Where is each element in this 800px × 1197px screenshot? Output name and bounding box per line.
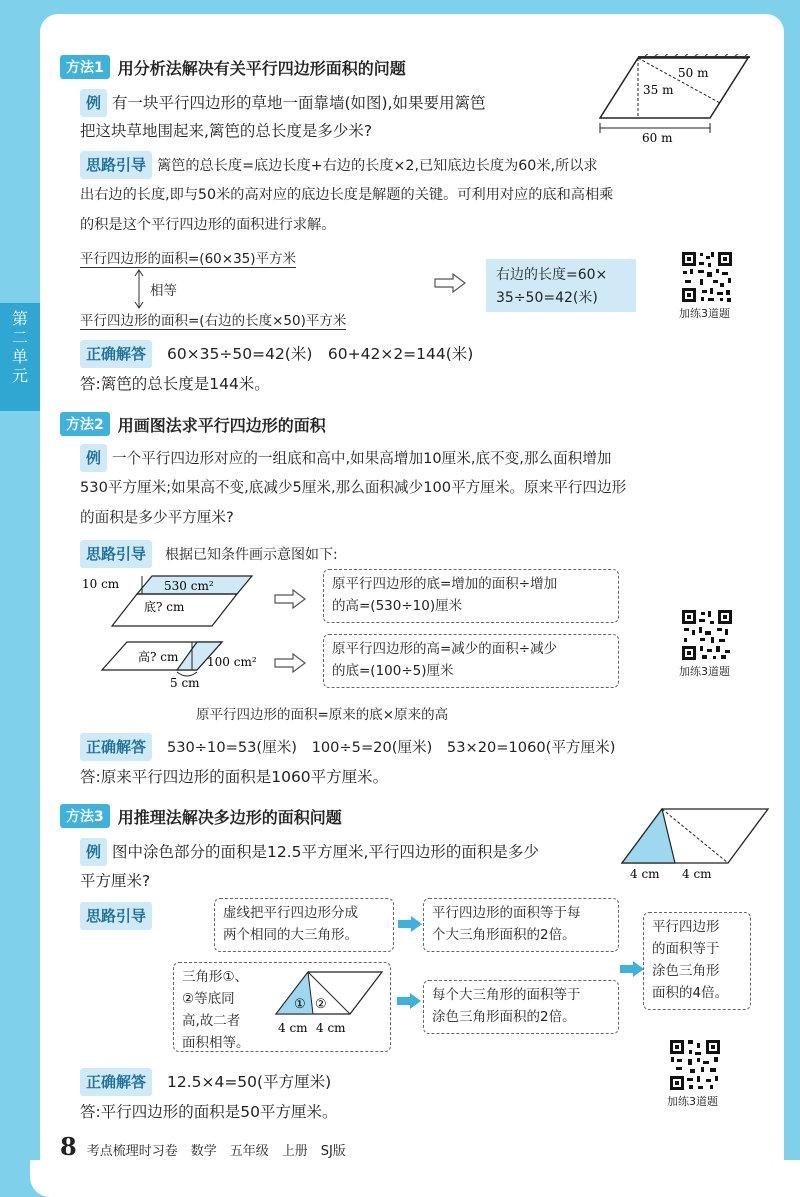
m2-final-answer: 答:原来平行四边形的面积是1060平方厘米。: [80, 768, 389, 786]
page-number: 8: [60, 1132, 77, 1161]
m2-answer-label: 正确解答: [80, 733, 152, 761]
method1-title: 用分析法解决有关平行四边形面积的问题: [117, 58, 406, 78]
m3-small-t2: ②: [315, 997, 327, 1012]
qr-caption: 加练3道题: [667, 1095, 718, 1108]
m3-example-line: 图中涂色部分的面积是12.5平方厘米,平行四边形的面积是多少: [111, 843, 539, 861]
page-sheet-bottom: [30, 1160, 800, 1197]
m3-answer: [80, 1068, 331, 1096]
m3-box-line: 的面积等于: [652, 941, 720, 957]
m1-result-line: 右边的长度=60×: [496, 267, 608, 283]
m1-final-answer: 答:篱笆的总长度是144米。: [80, 375, 270, 393]
method1-badge: 方法1: [60, 55, 110, 79]
qr-code-icon: [668, 1038, 722, 1092]
m1-formula1: 平行四边形的面积=(60×35)平方米: [80, 247, 296, 268]
m3-answer-label: 正确解答: [80, 1068, 152, 1096]
m3-box-line: 面积的4倍。: [652, 985, 729, 1001]
right-arrow-icon: [396, 992, 422, 1010]
m2-example-line3: 的面积是多少平方厘米?: [80, 509, 234, 526]
m2-box-line: 原平行四边形的高=减少的面积÷减少: [332, 641, 558, 657]
m3-final-answer: 答:平行四边形的面积是50平方厘米。: [80, 1103, 338, 1121]
side-tab-char: 二: [11, 328, 28, 347]
m1-formula2: 平行四边形的面积=(右边的长度×50)平方米: [80, 309, 346, 330]
side-tab-char: 第: [11, 309, 28, 328]
m3-box-line: 涂色三角形: [652, 963, 720, 979]
m2-fig1-h: 10 cm: [82, 577, 120, 591]
m3-reason-box3: [643, 912, 751, 1010]
m2-fig2-q: 高? cm: [138, 650, 179, 664]
m3-figure: [620, 805, 770, 885]
qr-code-icon: [680, 608, 734, 662]
m3-guide: [80, 902, 152, 930]
m1-guide-line: 篱笆的总长度=底边长度+右边的长度×2,已知底边长度为60米,所以求: [156, 158, 598, 174]
m1-guide-label: 思路引导: [80, 151, 152, 179]
method2-header: [60, 412, 326, 436]
m2-guide-label: 思路引导: [80, 540, 152, 568]
m3-box-line: 每个大三角形的面积等于: [432, 987, 581, 1003]
m3-guide-label: 思路引导: [80, 902, 152, 930]
hollow-arrow-icon: [274, 589, 306, 609]
method2-title: 用画图法求平行四边形的面积: [117, 415, 326, 435]
m3-box-line: ②等底同: [182, 991, 235, 1007]
m3-reason-box1: [214, 898, 394, 952]
m3-small-b: 4 cm: [316, 1021, 346, 1035]
m1-guide-line3: 的积是这个平行四边形的面积进行求解。: [80, 217, 336, 233]
m3-example-line2: 平方厘米?: [80, 872, 151, 890]
m1-result-box: [486, 259, 636, 312]
m3-box-line: 涂色三角形面积的2倍。: [432, 1009, 576, 1025]
m1-equal-label: 相等: [150, 283, 177, 299]
m3-small-t1: ①: [294, 997, 306, 1012]
m2-formula: 原平行四边形的面积=原来的底×原来的高: [196, 707, 449, 723]
m2-reason-box2: [323, 634, 619, 688]
m1-fig-side: 50 m: [678, 66, 709, 80]
m3-fig-b: 4 cm: [682, 867, 712, 881]
method2-badge: 方法2: [60, 412, 110, 436]
m2-example: [80, 444, 611, 472]
m2-answer-text: 530÷10=53(厘米) 100÷5=20(厘米) 53×20=1060(平方厘米): [166, 739, 616, 756]
page-footer: [60, 1132, 346, 1161]
right-arrow-icon: [397, 915, 423, 933]
m3-reason-box2: [423, 898, 619, 952]
m3-box-line: 高,故二者: [182, 1013, 241, 1029]
m3-fig-a: 4 cm: [630, 867, 660, 881]
qr-caption: 加练3道题: [679, 307, 730, 320]
m2-fig2-area: 100 cm²: [207, 655, 257, 669]
m2-guide: [80, 540, 338, 568]
m3-box-line: 平行四边形的面积等于每: [432, 905, 581, 921]
m2-guide-text: 根据已知条件画示意图如下:: [164, 547, 338, 563]
right-arrow-icon: [619, 960, 645, 978]
method3-badge: 方法3: [60, 804, 110, 828]
m2-box-line: 的底=(100÷5)厘米: [332, 663, 454, 679]
m3-reason-box5: [423, 980, 619, 1034]
m3-box-line: 虚线把平行四边形分成: [223, 905, 358, 921]
m3-small-figure: [270, 968, 386, 1040]
m3-example-label: 例: [80, 838, 107, 866]
m3-box-line: 两个相同的大三角形。: [223, 927, 358, 943]
qr-caption: 加练3道题: [679, 665, 730, 678]
m2-diagram: [82, 568, 267, 688]
unit-side-tab: [0, 303, 40, 411]
m1-fig-base: 60 m: [642, 131, 673, 145]
m3-small-a: 4 cm: [278, 1021, 308, 1035]
method1-header: [60, 55, 406, 79]
m1-answer-text: 60×35÷50=42(米) 60+42×2=144(米): [166, 345, 474, 363]
m2-example-line: 一个平行四边形对应的一组底和高中,如果高增加10厘米,底不变,那么面积增加: [111, 450, 612, 467]
m1-equal-arrow: [132, 268, 146, 310]
m2-box-line: 的高=(530÷10)厘米: [332, 598, 463, 614]
m3-box-line: 三角形①、: [182, 969, 249, 985]
m1-example-line: 有一块平行四边形的草地一面靠墙(如图),如果要用篱笆: [111, 94, 486, 112]
m3-box-line: 面积相等。: [182, 1035, 250, 1051]
m1-example-line2: 把这块草地围起来,篱笆的总长度是多少米?: [80, 122, 373, 140]
qr-code-icon: [680, 250, 734, 304]
m1-guide-line2: 出右边的长度,即与50米的高对应的底边长度是解题的关键。可利用对应的底和高相乘: [80, 187, 614, 203]
footer-text: 考点梳理时习卷 数学 五年级 上册 SJ版: [86, 1144, 346, 1159]
m3-box-line: 平行四边形: [652, 919, 720, 935]
m2-reason-box1: [323, 569, 619, 623]
m2-box-line: 原平行四边形的底=增加的面积÷增加: [332, 576, 558, 592]
method3-header: [60, 804, 342, 828]
m2-fig1-area: 530 cm²: [164, 579, 214, 593]
m1-example: [80, 89, 485, 117]
hollow-arrow-icon: [274, 653, 306, 673]
m1-fig-height: 35 m: [643, 83, 674, 97]
m2-example-line2: 530平方厘米;如果高不变,底减少5厘米,那么面积减少100平方厘米。原来平行四边形: [80, 479, 627, 496]
m2-fig1-q: 底? cm: [144, 600, 185, 614]
m3-answer-text: 12.5×4=50(平方厘米): [166, 1073, 332, 1091]
m1-result-line: 35÷50=42(米): [496, 290, 598, 306]
m1-guide: [80, 151, 598, 179]
m1-answer-label: 正确解答: [80, 340, 152, 368]
method3-title: 用推理法解决多边形的面积问题: [117, 807, 342, 827]
side-tab-char: 单: [11, 347, 28, 366]
m2-example-label: 例: [80, 444, 107, 472]
m2-answer: [80, 733, 615, 761]
m1-example-label: 例: [80, 89, 107, 117]
m1-parallelogram-figure: [598, 54, 758, 146]
m3-example: [80, 838, 539, 866]
hollow-arrow-icon: [434, 273, 466, 293]
side-tab-char: 元: [11, 366, 28, 385]
m1-answer: [80, 340, 473, 368]
m3-box-line: 个大三角形面积的2倍。: [432, 927, 576, 943]
m2-fig2-b: 5 cm: [170, 676, 200, 688]
